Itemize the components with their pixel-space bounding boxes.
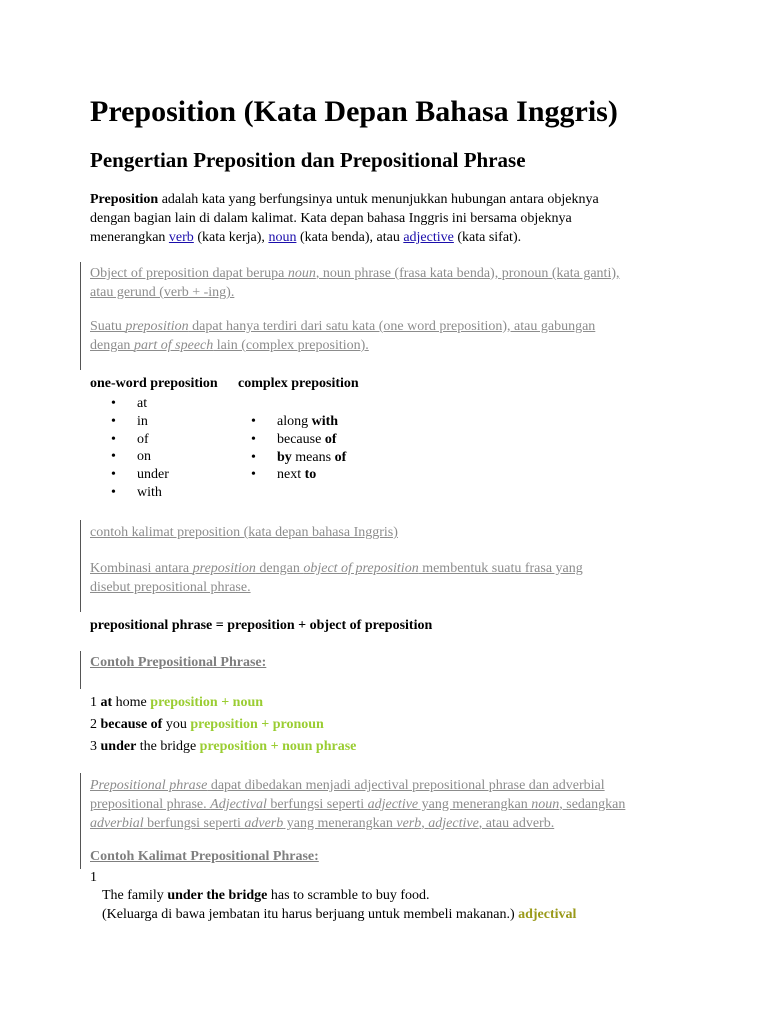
note-prepositional-phrase-types: Prepositional phrase dapat dibedakan menjadi adjectival prepositional phrase dan adverbial prepositional phrase. Adjectival berfungsi seperti adjective yang menerangkan noun, sedangkan adverbial berfungsi seperti adverb yang menerangkan verb, adjective, atau adverb. [90, 778, 626, 831]
page-title: Preposition (Kata Depan Bahasa Inggris) [90, 95, 618, 128]
intro-text: menerangkan [90, 230, 169, 245]
intro-paragraph [90, 190, 710, 247]
note-example-sentences: contoh kalimat preposition (kata depan bahasa Inggris) [90, 525, 398, 540]
note-preposition-types: Suatu preposition dapat hanya terdiri dari satu kata (one word preposition), atau gabungan dengan part of speech lain (complex preposition). [90, 319, 596, 353]
quote-bar [80, 773, 81, 869]
list-item: • of [111, 431, 169, 449]
adjective-link[interactable]: adjective [403, 230, 454, 245]
example-row: 1 at home preposition + noun [90, 695, 264, 710]
note-combination: Kombinasi antara preposition dengan object of preposition membentuk suatu frasa yang disebut prepositional phrase. [90, 561, 583, 595]
intro-text: (kata benda), atau [296, 230, 404, 245]
intro-text: adalah kata yang berfungsinya untuk menunjukkan hubungan antara objeknya [158, 192, 599, 207]
list-item: • next to [251, 466, 346, 484]
list-item: • in [111, 413, 169, 431]
noun-link[interactable]: noun [268, 230, 297, 245]
quote-bar [80, 520, 81, 612]
list-item: • on [111, 448, 169, 466]
one-word-header: one-word preposition [90, 376, 218, 391]
quote-bar [80, 651, 81, 689]
list-item: • by means of [251, 449, 346, 467]
list-item: • at [111, 395, 169, 413]
one-word-list [111, 395, 169, 502]
quote-bar [80, 262, 81, 370]
verb-link[interactable]: verb [168, 230, 194, 245]
list-item: • with [111, 484, 169, 502]
list-item: • under [111, 466, 169, 484]
examples-heading: Contoh Prepositional Phrase: [90, 655, 267, 670]
complex-header: complex preposition [238, 376, 359, 391]
example-row: 3 under the bridge preposition + noun phrase [90, 739, 357, 754]
examples-list [90, 692, 356, 758]
example-row: 2 because of you preposition + pronoun [90, 717, 324, 732]
intro-text: (kata sifat). [453, 230, 522, 245]
list-item: • because of [251, 431, 346, 449]
intro-text: (kata kerja), [193, 230, 269, 245]
list-item: • along with [251, 413, 346, 431]
intro-line-2: dengan bagian lain di dalam kalimat. Kata depan bahasa Inggris ini bersama objeknya [90, 211, 572, 226]
complex-list [251, 413, 346, 484]
intro-bold-term: Preposition [90, 192, 159, 207]
sentence-number: 1 [90, 870, 97, 885]
note-object-of-preposition: Object of preposition dapat berupa noun, noun phrase (frasa kata benda), pronoun (kata ganti), atau gerund (verb + -ing). [90, 266, 620, 300]
section-heading: Pengertian Preposition dan Prepositional Phrase [90, 148, 526, 172]
formula: prepositional phrase = preposition + object of preposition [90, 618, 433, 633]
sentences-heading: Contoh Kalimat Prepositional Phrase: [90, 849, 319, 864]
example-sentence: The family under the bridge has to scramble to buy food. (Keluarga di bawa jembatan itu harus berjuang untuk membeli makanan.) adjectival [102, 888, 577, 922]
